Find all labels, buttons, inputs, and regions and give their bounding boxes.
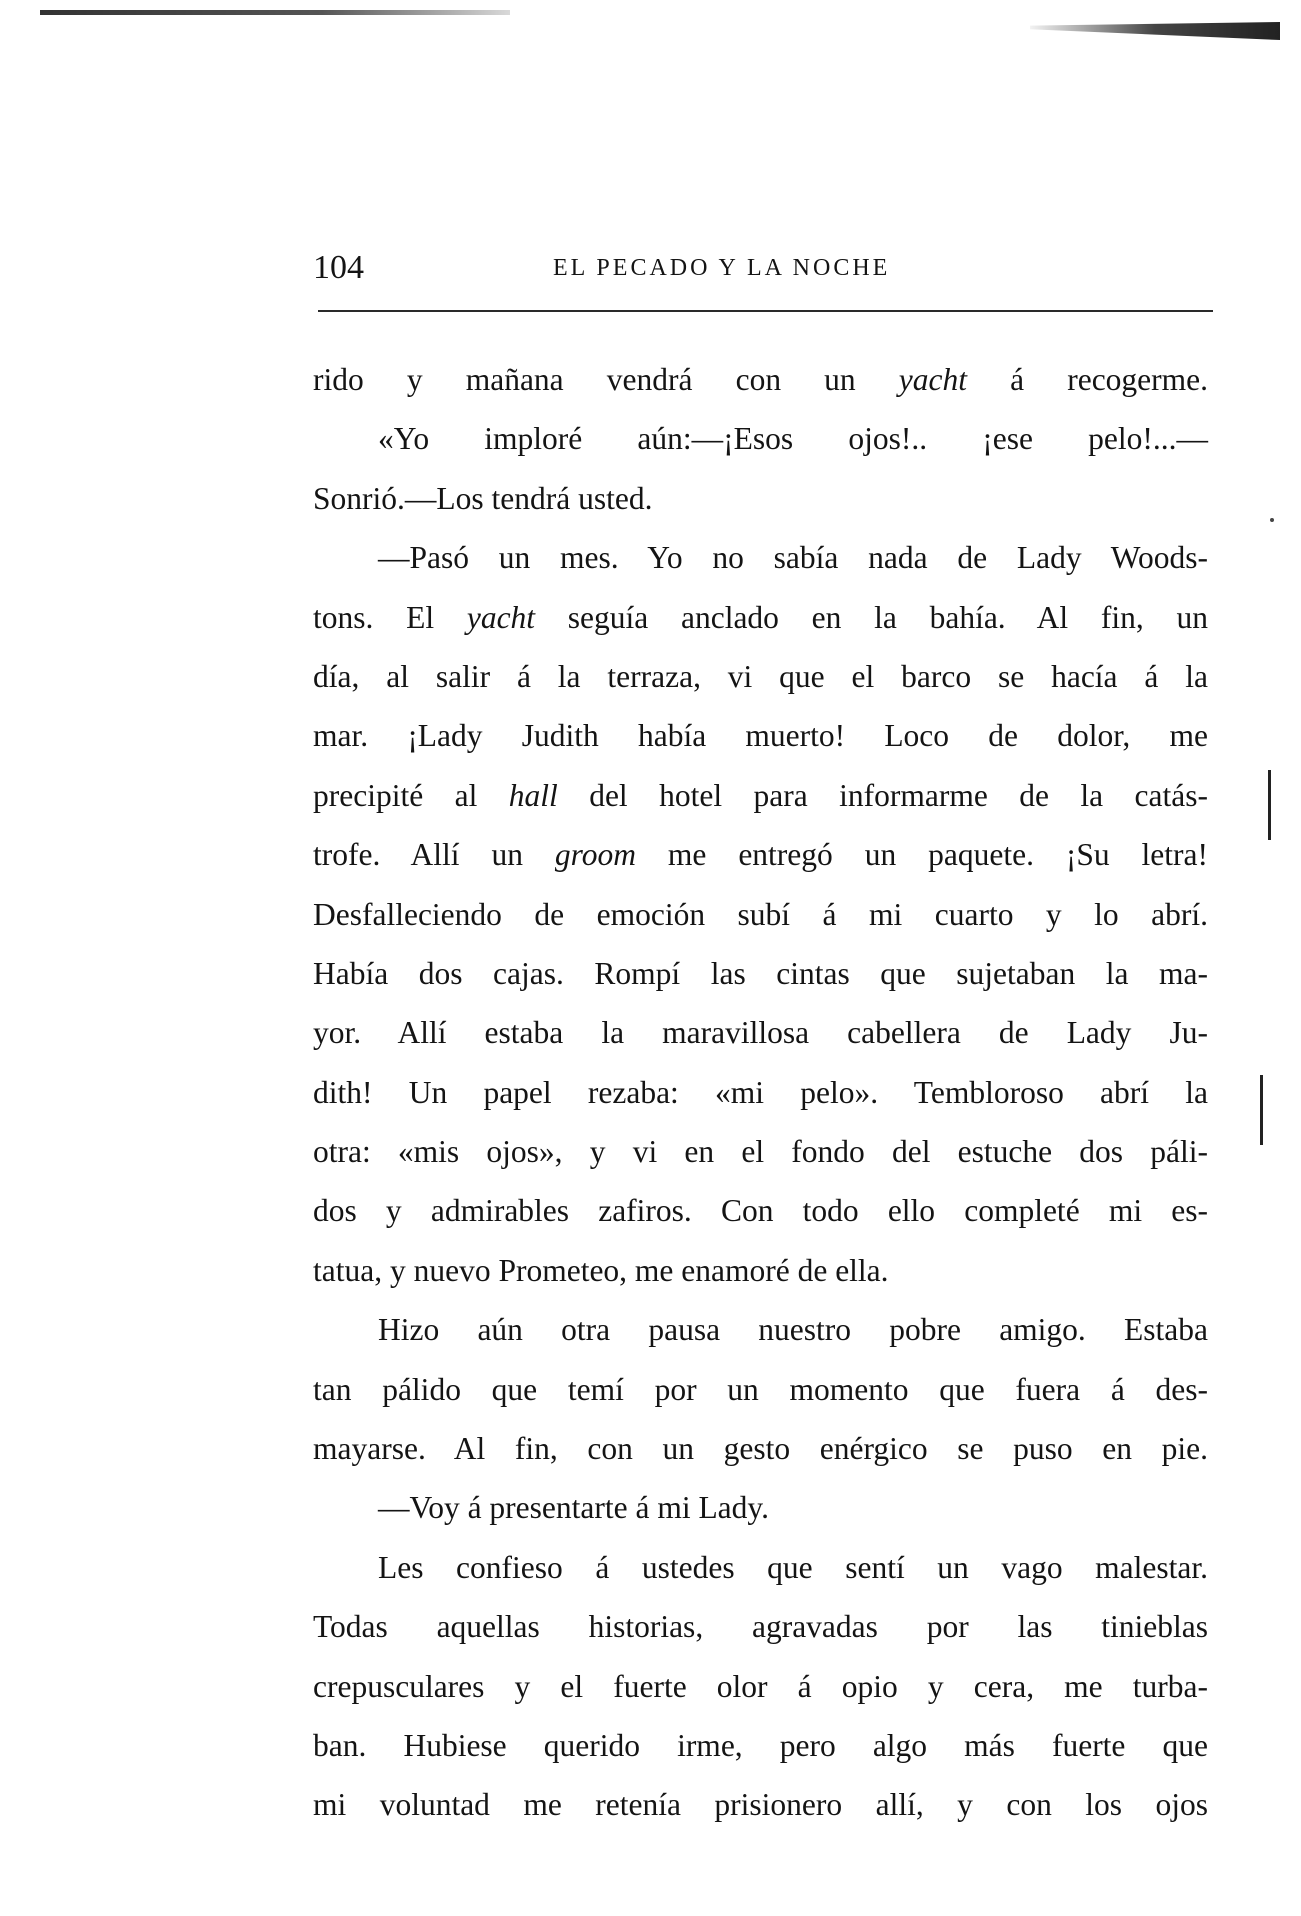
text-line: dith! Un papel rezaba: «mi pelo». Tembloroso abrí la xyxy=(313,1074,1208,1110)
body-text xyxy=(313,350,1208,1835)
scan-gutter-mark xyxy=(1268,770,1271,840)
scan-edge-top-left xyxy=(40,10,510,15)
text-line: Todas aquellas historias, agravadas por las tinieblas xyxy=(313,1609,1208,1645)
text-line: Les confieso á ustedes que sentí un vago malestar. xyxy=(378,1549,1208,1585)
text-line: tan pálido que temí por un momento que fuera á des- xyxy=(313,1371,1208,1407)
text-line: trofe. Allí un groom me entregó un paquete. ¡Su letra! xyxy=(313,837,1208,873)
scan-edge-top-right xyxy=(1030,22,1280,40)
text-line: —Pasó un mes. Yo no sabía nada de Lady Woods- xyxy=(378,540,1208,576)
running-head xyxy=(313,238,1208,298)
text-line: yor. Allí estaba la maravillosa cabellera de Lady Ju- xyxy=(313,1015,1208,1051)
text-line: dos y admirables zafiros. Con todo ello completé mi es- xyxy=(313,1193,1208,1229)
text-line: «Yo imploré aún:—¡Esos ojos!.. ¡ese pelo!...— xyxy=(378,421,1208,457)
text-line: rido y mañana vendrá con un yacht á recogerme. xyxy=(313,362,1209,397)
text-line: Sonrió.—Los tendrá usted. xyxy=(313,480,653,516)
text-line: tatua, y nuevo Prometeo, me enamoré de ella. xyxy=(313,1252,889,1288)
text-line: —Voy á presentarte á mi Lady. xyxy=(378,1490,769,1526)
text-line: Había dos cajas. Rompí las cintas que sujetaban la ma- xyxy=(313,955,1208,991)
text-line: crepusculares y el fuerte olor á opio y cera, me turba- xyxy=(313,1668,1208,1704)
header-rule xyxy=(318,310,1213,312)
page-number: 104 xyxy=(313,249,364,286)
text-line: Hizo aún otra pausa nuestro pobre amigo. Estaba xyxy=(378,1312,1208,1348)
text-line: tons. El yacht seguía anclado en la bahía. Al fin, un xyxy=(313,599,1208,635)
text-line: precipité al hall del hotel para informarme de la catás- xyxy=(313,777,1208,813)
text-line: día, al salir á la terraza, vi que el barco se hacía á la xyxy=(313,658,1208,694)
book-title: EL PECADO Y LA NOCHE xyxy=(553,255,891,281)
text-line: mi voluntad me retenía prisionero allí, y con los ojos xyxy=(313,1787,1208,1823)
text-line: Desfalleciendo de emoción subí á mi cuarto y lo abrí. xyxy=(313,896,1208,932)
scan-speck xyxy=(1270,518,1274,522)
scan-gutter-mark xyxy=(1260,1075,1263,1145)
text-line: mayarse. Al fin, con un gesto enérgico se puso en pie. xyxy=(313,1431,1208,1467)
text-line: mar. ¡Lady Judith había muerto! Loco de dolor, me xyxy=(313,718,1208,754)
text-line: ban. Hubiese querido irme, pero algo más fuerte que xyxy=(313,1727,1208,1763)
text-line: otra: «mis ojos», y vi en el fondo del estuche dos páli- xyxy=(313,1134,1208,1170)
